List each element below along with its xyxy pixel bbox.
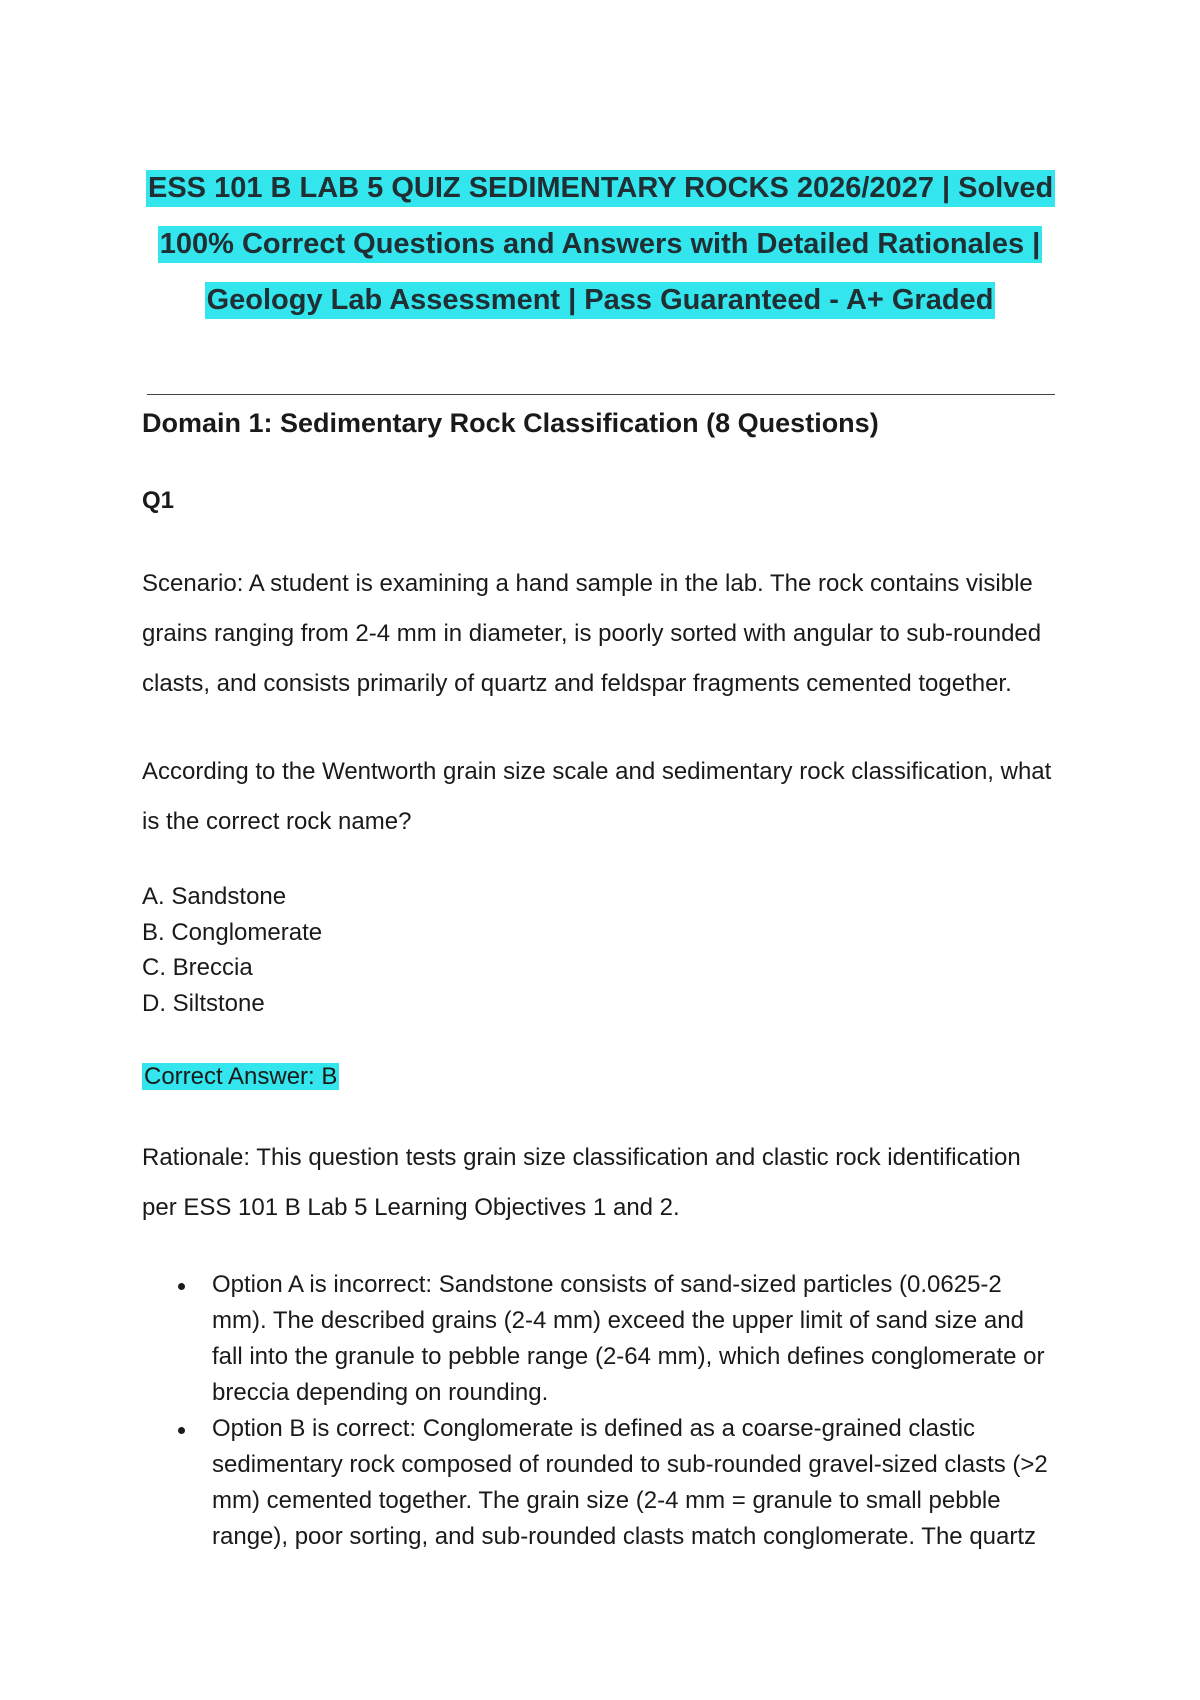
domain-heading: Domain 1: Sedimentary Rock Classification (8 Questions) [142,408,879,438]
bullet-icon [178,1427,185,1434]
question-label: Q1 [142,487,175,514]
explanation-list [142,1267,1060,1555]
bullet-icon [178,1283,185,1290]
explanation-text: Option A is incorrect: Sandstone consists of sand-sized particles (0.0625-2 mm). The described grains (2-4 mm) exceed the upper limit of sand size and fall into the granule to pebble range (2-64 mm), which defines conglomerate or breccia depending on rounding. [212,1271,1045,1406]
document-title [146,170,1054,338]
rationale: Rationale: This question tests grain size classification and clastic rock identification per ESS 101 B Lab 5 Learning Objectives 1 and 2. [142,1144,1021,1221]
correct-answer [142,1059,1060,1095]
option-b: B. Conglomerate [142,918,323,946]
option-a: A. Sandstone [142,883,287,910]
question-prompt: According to the Wentworth grain size scale and sedimentary rock classification, what is the correct rock name? [142,758,1052,835]
explanation-item [212,1267,1060,1411]
option-d: D. Siltstone [142,989,265,1017]
explanation-text: Option B is correct: Conglomerate is defined as a coarse-grained clastic sedimentary rock composed of rounded to sub-rounded gravel-sized clasts (>2 mm) cemented together. The grain size (2-4 mm = granule to small pebble range), poor sorting, and sub-rounded clasts match conglomerate. The quartz [212,1415,1048,1550]
title-line-1: ESS 101 B LAB 5 QUIZ SEDIMENTARY ROCKS 2026/2027 | Solved [146,170,1055,207]
answer-options [142,879,1060,1021]
document-body [142,403,1060,1555]
explanation-item [212,1411,1060,1555]
horizontal-divider [147,394,1055,395]
title-line-2: 100% Correct Questions and Answers with Detailed Rationales | [158,226,1043,263]
option-c: C. Breccia [142,954,253,981]
correct-answer-highlight: Correct Answer: B [144,1063,338,1090]
question-scenario: Scenario: A student is examining a hand sample in the lab. The rock contains visible grains ranging from 2-4 mm in diameter, is poorly sorted with angular to sub-rounded clasts, and consists primarily of quartz and feldspar fragments cemented together. [142,570,1042,697]
title-line-3: Geology Lab Assessment | Pass Guaranteed - A+ Graded [205,282,996,319]
